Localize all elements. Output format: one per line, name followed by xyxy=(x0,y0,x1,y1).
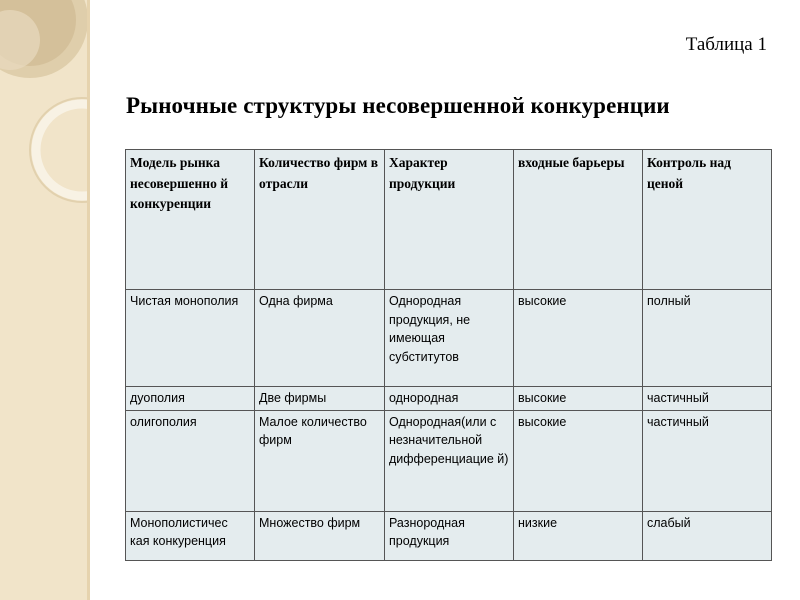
cell-product-type: Однородная продукция, не имеющая субститутов xyxy=(385,290,514,387)
table-row xyxy=(126,387,772,411)
cell-entry-barriers: низкие xyxy=(514,511,643,560)
market-structures-table xyxy=(125,149,772,561)
cell-firm-count: Две фирмы xyxy=(255,387,385,411)
cell-firm-count: Множество фирм xyxy=(255,511,385,560)
cell-price-control: частичный xyxy=(643,387,772,411)
page-title: Рыночные структуры несовершенной конкуренции xyxy=(126,93,670,118)
cell-entry-barriers: высокие xyxy=(514,387,643,411)
cell-entry-barriers: высокие xyxy=(514,410,643,511)
decorative-circles-graphic xyxy=(0,0,90,600)
header-price-control: Контроль над ценой xyxy=(643,150,772,290)
cell-product-type: однородная xyxy=(385,387,514,411)
cell-market-model: олигополия xyxy=(126,410,255,511)
table-header-row xyxy=(126,150,772,290)
cell-price-control: слабый xyxy=(643,511,772,560)
table-row xyxy=(126,290,772,387)
cell-market-model: Монополистичес кая конкуренция xyxy=(126,511,255,560)
table-row xyxy=(126,410,772,511)
table-number-label: Таблица 1 xyxy=(685,34,767,55)
cell-firm-count: Одна фирма xyxy=(255,290,385,387)
header-entry-barriers: входные барьеры xyxy=(514,150,643,290)
header-product-type: Характер продукции xyxy=(385,150,514,290)
cell-entry-barriers: высокие xyxy=(514,290,643,387)
cell-price-control: полный xyxy=(643,290,772,387)
table-row xyxy=(126,511,772,560)
cell-product-type: Однородная(или с незначительной дифференциацие й) xyxy=(385,410,514,511)
cell-price-control: частичный xyxy=(643,410,772,511)
cell-firm-count: Малое количество фирм xyxy=(255,410,385,511)
header-market-model: Модель рынка несовершенно й конкуренции xyxy=(126,150,255,290)
decorative-side-strip xyxy=(0,0,90,600)
header-firm-count: Количество фирм в отрасли xyxy=(255,150,385,290)
cell-product-type: Разнородная продукция xyxy=(385,511,514,560)
cell-market-model: Чистая монополия xyxy=(126,290,255,387)
cell-market-model: дуополия xyxy=(126,387,255,411)
